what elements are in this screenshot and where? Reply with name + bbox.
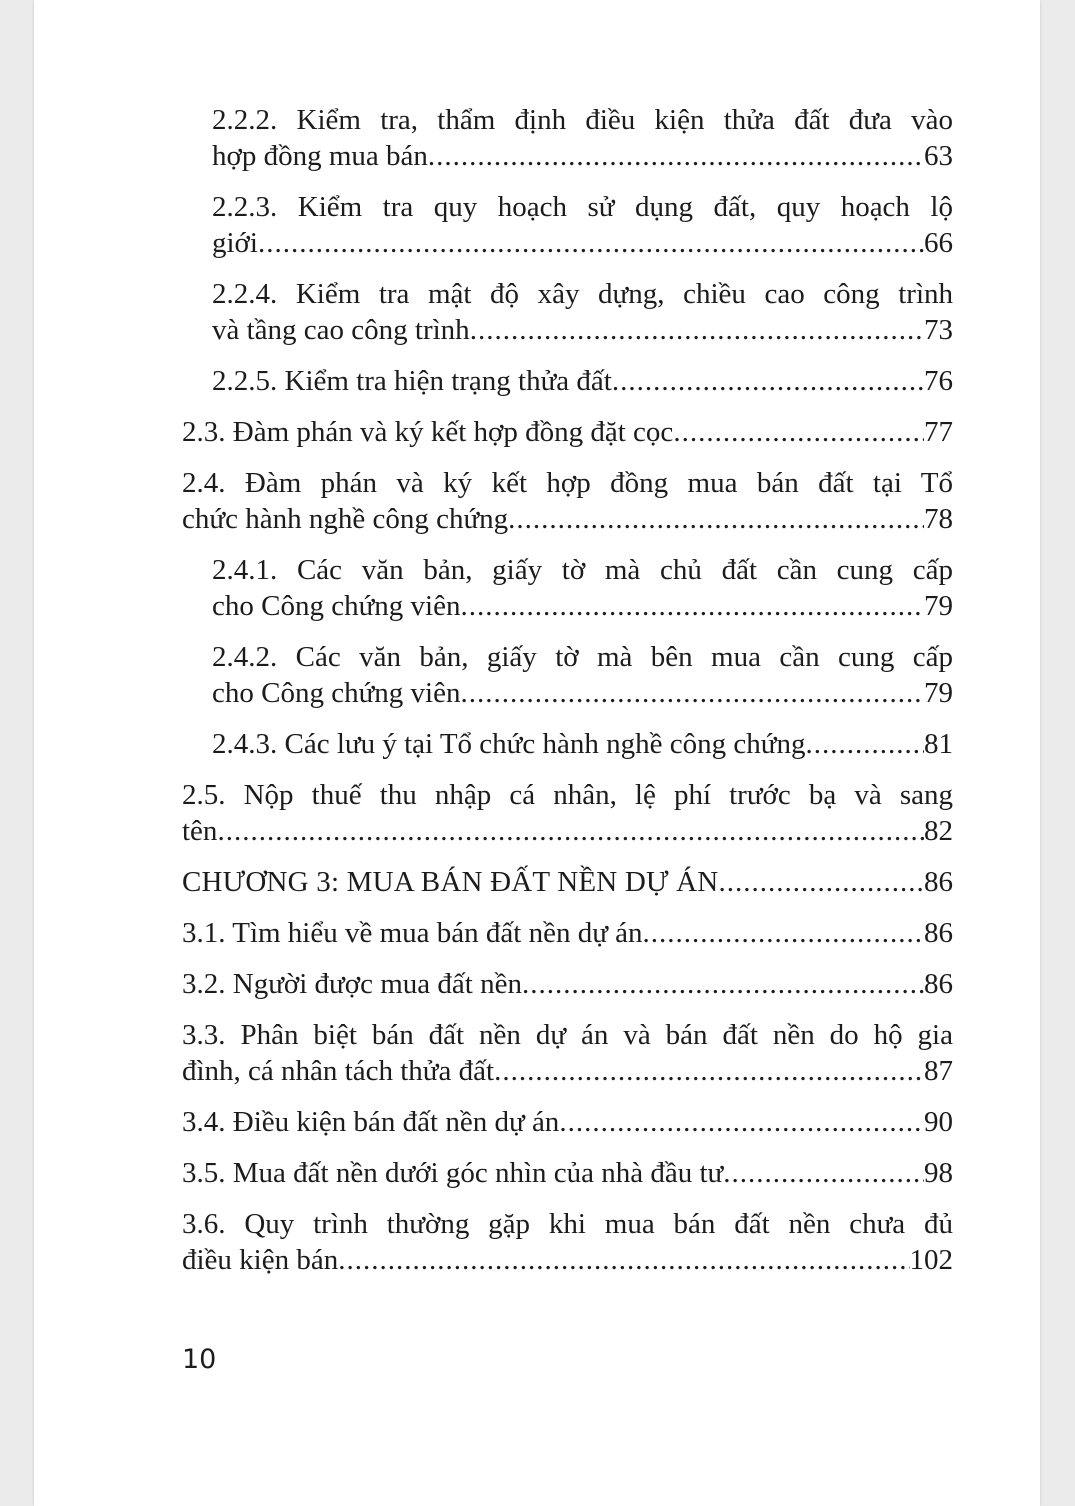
toc-entry-title-cont: tên bbox=[182, 815, 218, 847]
dot-leader bbox=[723, 1155, 924, 1191]
toc-page-number: 77 bbox=[924, 416, 953, 448]
toc-page-number: 87 bbox=[924, 1055, 953, 1087]
toc-entry bbox=[182, 363, 953, 399]
toc-entry bbox=[182, 276, 953, 348]
toc-entry-title: 2.4. Đàm phán và ký kết hợp đồng mua bán đất tại Tổ bbox=[182, 467, 953, 499]
toc-entry-title: 2.4.3. Các lưu ý tại Tổ chức hành nghề công chứng bbox=[212, 728, 806, 760]
toc-entry-title-cont: cho Công chứng viên bbox=[212, 677, 461, 709]
toc-page-number: 82 bbox=[924, 815, 953, 847]
page-number: 10 bbox=[182, 1344, 217, 1375]
toc-entry bbox=[182, 915, 953, 951]
toc-page-number: 79 bbox=[924, 590, 953, 622]
toc-entry-title-cont: giới bbox=[212, 227, 258, 259]
toc-entry-title: 3.1. Tìm hiểu về mua bán đất nền dự án bbox=[182, 917, 643, 949]
toc-entry bbox=[182, 726, 953, 762]
toc-page-number: 102 bbox=[909, 1244, 953, 1276]
dot-leader bbox=[559, 1104, 924, 1140]
book-page bbox=[34, 0, 1040, 1506]
dot-leader bbox=[338, 1242, 909, 1278]
toc-entry-title: 3.5. Mua đất nền dưới góc nhìn của nhà đầu tư bbox=[182, 1157, 724, 1189]
toc-entry-title-cont: và tầng cao công trình bbox=[212, 314, 470, 346]
toc-entry-title: 2.2.5. Kiểm tra hiện trạng thửa đất bbox=[212, 365, 612, 397]
dot-leader bbox=[494, 1053, 924, 1089]
toc-entry-title-cont: cho Công chứng viên bbox=[212, 590, 461, 622]
dot-leader bbox=[673, 414, 924, 450]
toc-entry-title: 3.6. Quy trình thường gặp khi mua bán đất nền chưa đủ bbox=[182, 1208, 953, 1240]
table-of-contents bbox=[182, 102, 953, 1293]
toc-page-number: 73 bbox=[924, 314, 953, 346]
dot-leader bbox=[217, 813, 924, 849]
toc-entry-title: 2.2.3. Kiểm tra quy hoạch sử dụng đất, quy hoạch lộ bbox=[212, 191, 953, 223]
toc-entry-title: 2.2.2. Kiểm tra, thẩm định điều kiện thửa đất đưa vào bbox=[212, 104, 953, 136]
dot-leader bbox=[805, 726, 924, 762]
toc-entry-title: 2.2.4. Kiểm tra mật độ xây dựng, chiều cao công trình bbox=[212, 278, 953, 310]
dot-leader bbox=[508, 501, 924, 537]
toc-entry-title: 2.5. Nộp thuế thu nhập cá nhân, lệ phí trước bạ và sang bbox=[182, 779, 953, 811]
toc-entry bbox=[182, 1104, 953, 1140]
toc-entry bbox=[182, 1206, 953, 1278]
toc-entry bbox=[182, 465, 953, 537]
toc-entry bbox=[182, 1155, 953, 1191]
toc-page-number: 78 bbox=[924, 503, 953, 535]
toc-entry-title-cont: đình, cá nhân tách thửa đất bbox=[182, 1055, 495, 1087]
toc-entry-title-cont: chức hành nghề công chứng bbox=[182, 503, 509, 535]
dot-leader bbox=[428, 138, 924, 174]
dot-leader bbox=[258, 225, 924, 261]
toc-entry bbox=[182, 639, 953, 711]
toc-entry bbox=[182, 102, 953, 174]
dot-leader bbox=[460, 675, 924, 711]
toc-entry-title: 2.4.1. Các văn bản, giấy tờ mà chủ đất cần cung cấp bbox=[212, 554, 953, 586]
toc-entry-title: 2.4.2. Các văn bản, giấy tờ mà bên mua cần cung cấp bbox=[212, 641, 953, 673]
toc-page-number: 86 bbox=[924, 968, 953, 1000]
toc-entry bbox=[182, 777, 953, 849]
toc-chapter-entry bbox=[182, 864, 953, 900]
toc-entry bbox=[182, 1017, 953, 1089]
toc-page-number: 86 bbox=[924, 917, 953, 949]
dot-leader bbox=[522, 966, 924, 1002]
toc-entry bbox=[182, 966, 953, 1002]
toc-entry bbox=[182, 552, 953, 624]
toc-entry-title-cont: hợp đồng mua bán bbox=[212, 140, 428, 172]
toc-chapter-title: CHƯƠNG 3: MUA BÁN ĐẤT NỀN DỰ ÁN bbox=[182, 866, 719, 898]
toc-page-number: 63 bbox=[924, 140, 953, 172]
toc-page-number: 90 bbox=[924, 1106, 953, 1138]
toc-entry-title-cont: điều kiện bán bbox=[182, 1244, 339, 1276]
toc-entry bbox=[182, 414, 953, 450]
toc-entry-title: 3.2. Người được mua đất nền bbox=[182, 968, 522, 1000]
dot-leader bbox=[460, 588, 924, 624]
dot-leader bbox=[470, 312, 924, 348]
dot-leader bbox=[718, 864, 924, 900]
toc-entry-title: 3.4. Điều kiện bán đất nền dự án bbox=[182, 1106, 560, 1138]
toc-page-number: 86 bbox=[924, 866, 953, 898]
toc-page-number: 79 bbox=[924, 677, 953, 709]
toc-page-number: 81 bbox=[924, 728, 953, 760]
toc-page-number: 98 bbox=[924, 1157, 953, 1189]
toc-entry bbox=[182, 189, 953, 261]
toc-page-number: 76 bbox=[924, 365, 953, 397]
dot-leader bbox=[612, 363, 924, 399]
toc-entry-title: 3.3. Phân biệt bán đất nền dự án và bán đất nền do hộ gia bbox=[182, 1019, 953, 1051]
toc-entry-title: 2.3. Đàm phán và ký kết hợp đồng đặt cọc bbox=[182, 416, 674, 448]
toc-page-number: 66 bbox=[924, 227, 953, 259]
dot-leader bbox=[643, 915, 924, 951]
